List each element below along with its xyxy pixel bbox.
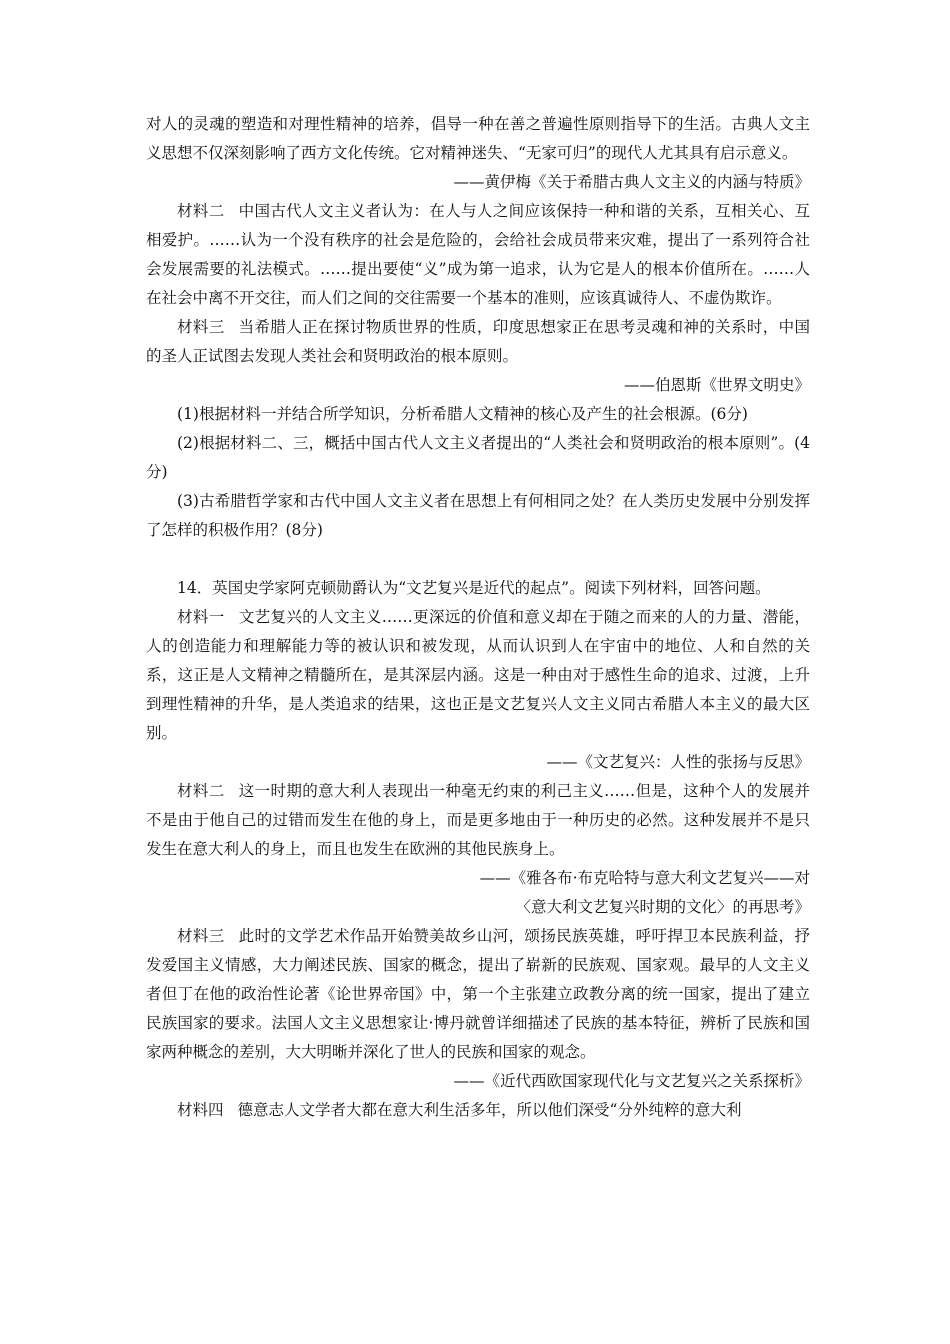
material-two-label: 材料二: [177, 202, 225, 220]
question-3: (3)古希腊哲学家和古代中国人文主义者在思想上有何相同之处？在人类历史发展中分别发挥了怎样的积极作用？(8分): [146, 492, 810, 539]
q14-material-one-label: 材料一: [177, 608, 225, 626]
spacer: [146, 545, 810, 574]
material-one-tail: 对人的灵魂的塑造和对理性精神的培养，倡导一种在善之普遍性原则指导下的生活。古典人文主义思想不仅深刻影响了西方文化传统。它对精神迷失、“无家可归”的现代人尤其具有启示意义。: [146, 115, 810, 162]
q14-material-two-source-line2: 〈意大利文艺复兴时期的文化〉的再思考》: [515, 898, 810, 916]
q14-material-one-text: 文艺复兴的人文主义……更深远的价值和意义却在于随之而来的人的力量、潜能，人的创造能力和理解能力等的被认识和被发现，从而认识到人在宇宙中的地位、人和自然的关系，这正是人文精神之精髓所在，是其深层内涵。这是一种由对于感性生命的追求、过渡，上升到理性精神的升华，是人类追求的结果，这也正是文艺复兴人文主义同古希腊人本主义的最大区别。: [146, 608, 810, 742]
q14-material-four-label: 材料四: [177, 1101, 224, 1119]
q14-material-two-text: 这一时期的意大利人表现出一种毫无约束的利己主义……但是，这种个人的发展并不是由于他自己的过错而发生在他的身上，而是更多地由于一种历史的必然。这种发展并不是只发生在意大利人的身上，而且也发生在欧洲的其他民族身上。: [146, 782, 810, 858]
material-two-text: 中国古代人文主义者认为：在人与人之间应该保持一种和谐的关系，互相关心、互相爱护。……认为一个没有秩序的社会是危险的，会给社会成员带来灾难，提出了一系列符合社会发展需要的礼法模式。……提出要使“义”成为第一追求，认为它是人的根本价值所在。……人在社会中离不开交往，而人们之间的交往需要一个基本的准则，应该真诚待人、不虚伪欺诈。: [146, 202, 810, 307]
material-two: [146, 197, 810, 313]
q14-material-four: [146, 1096, 810, 1125]
question-14: 14．英国史学家阿克顿勋爵认为“文艺复兴是近代的起点”。阅读下列材料，回答问题。: [177, 579, 771, 597]
q14-material-three-text: 此时的文学艺术作品开始赞美故乡山河，颂扬民族英雄，呼吁捍卫本民族利益，抒发爱国主义情感，大力阐述民族、国家的概念，提出了崭新的民族观、国家观。最早的人文主义者但丁在他的政治性论著《论世界帝国》中，第一个主张建立政教分离的统一国家，提出了建立民族国家的要求。法国人文主义思想家让·博丹就曾详细描述了民族的基本特征，辨析了民族和国家两种概念的差别，大大明晰并深化了世人的民族和国家的观念。: [146, 927, 810, 1061]
material-three: [146, 313, 810, 371]
material-three-source: ——伯恩斯《世界文明史》: [623, 376, 810, 394]
q14-material-four-text: 德意志人文学者大都在意大利生活多年，所以他们深受“分外纯粹的意大利: [237, 1101, 742, 1119]
material-three-label: 材料三: [177, 318, 225, 336]
q14-material-three: [146, 922, 810, 1067]
q14-material-two: [146, 777, 810, 864]
q14-material-three-source: ——《近代西欧国家现代化与文艺复兴之关系探析》: [453, 1072, 810, 1090]
question-2: (2)根据材料二、三，概括中国古代人文主义者提出的“人类社会和贤明政治的根本原则”。(4分): [146, 434, 810, 481]
q14-material-three-label: 材料三: [177, 927, 225, 945]
q14-material-one: [146, 603, 810, 748]
question-1: (1)根据材料一并结合所学知识，分析希腊人文精神的核心及产生的社会根源。(6分): [177, 405, 748, 423]
material-three-text: 当希腊人正在探讨物质世界的性质，印度思想家正在思考灵魂和神的关系时，中国的圣人正试图去发现人类社会和贤明政治的根本原则。: [146, 318, 810, 365]
document-page: [146, 110, 810, 1125]
q14-material-two-label: 材料二: [177, 782, 225, 800]
q14-material-one-source: ——《文艺复兴：人性的张扬与反思》: [546, 753, 810, 771]
material-one-source: ——黄伊梅《关于希腊古典人文主义的内涵与特质》: [453, 173, 810, 191]
q14-material-two-source-line1: ——《雅各布·布克哈特与意大利文艺复兴——对: [479, 869, 810, 887]
